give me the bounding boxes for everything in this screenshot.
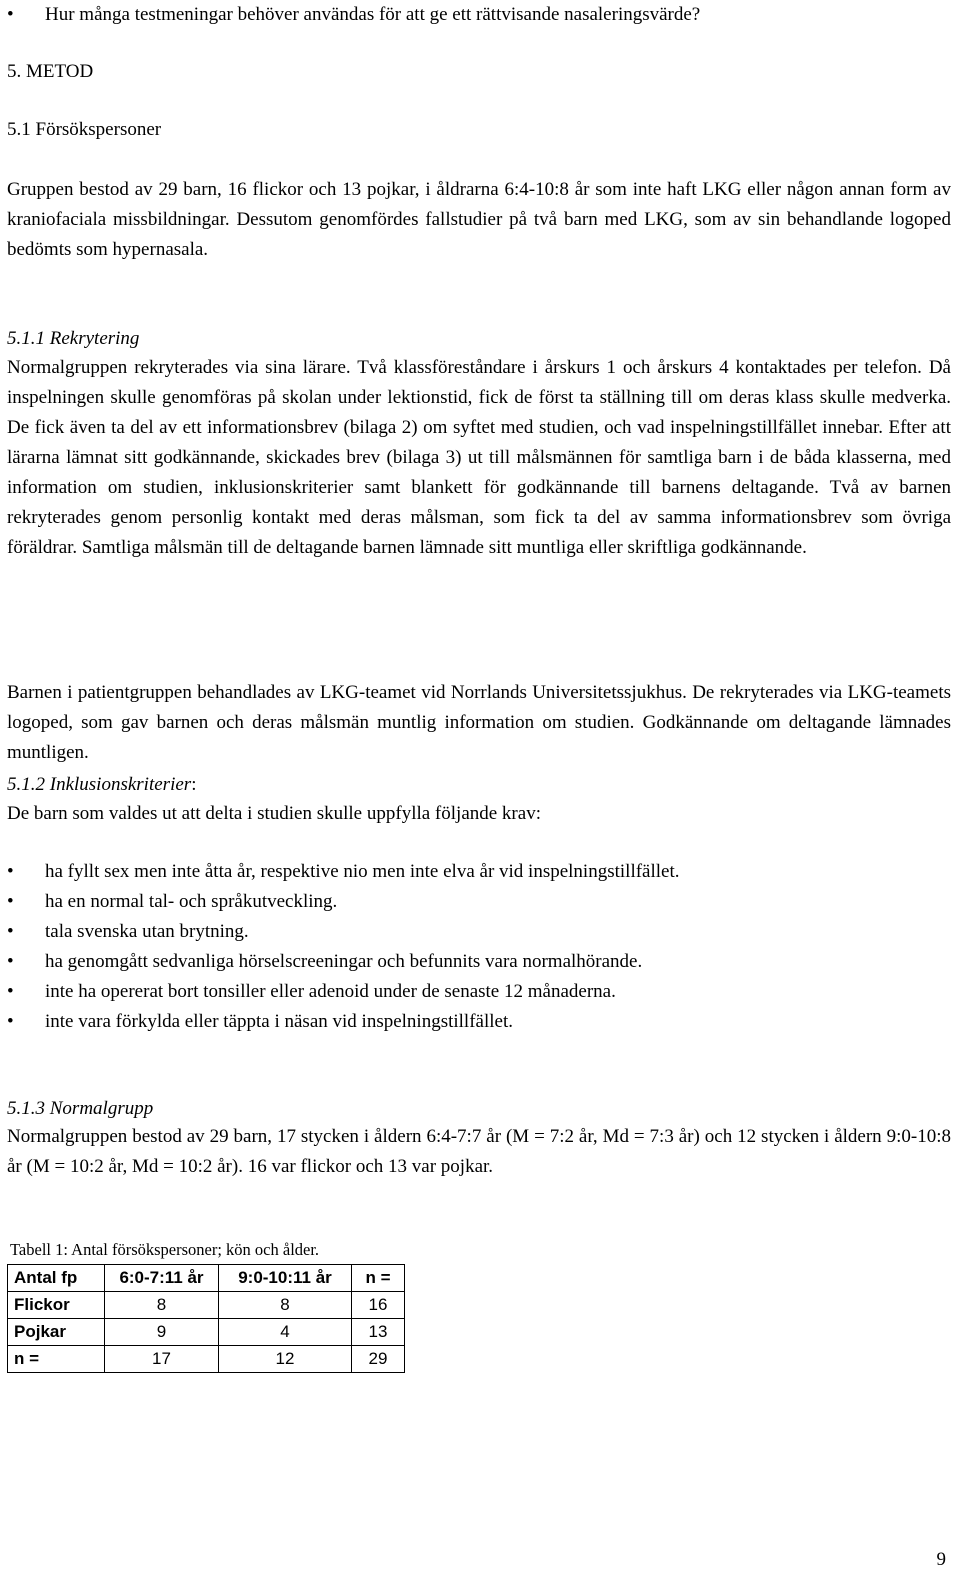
table-row bbox=[8, 1292, 405, 1319]
paragraph-inklusion-intro: De barn som valdes ut att delta i studien skulle uppfylla följande krav: bbox=[7, 803, 541, 824]
bullet-dot-icon: • bbox=[7, 1011, 14, 1032]
criteria-text: ha genomgått sedvanliga hörselscreeningar och befunnits vara normalhörande. bbox=[45, 951, 643, 972]
table-row-header: Pojkar bbox=[8, 1319, 105, 1346]
table-header-cell: 9:0-10:11 år bbox=[219, 1265, 352, 1292]
bullet-dot-icon: • bbox=[7, 951, 14, 972]
table-header-cell: Antal fp bbox=[8, 1265, 105, 1292]
paragraph-forsokspersoner: Gruppen bestod av 29 barn, 16 flickor och 13 pojkar, i åldrarna 6:4-10:8 år som inte haft LKG eller någon annan form av kraniofaciala missbildningar. Dessutom genomfördes fallstudier på två barn med LKG, som av sin behandlande logoped bedömts som hypernasala. bbox=[7, 179, 951, 260]
table-cell: 4 bbox=[219, 1319, 352, 1346]
table-cell: 16 bbox=[352, 1292, 405, 1319]
heading-rekrytering: 5.1.1 Rekrytering bbox=[7, 328, 140, 349]
paragraph-normalgrupp: Normalgruppen bestod av 29 barn, 17 stycken i åldern 6:4-7:7 år (M = 7:2 år, Md = 7:3 år) och 12 stycken i åldern 9:0-10:8 år (M = 10:2 år, Md = 10:2 år). 16 var flickor och 13 var pojkar. bbox=[7, 1126, 951, 1177]
heading-normalgrupp: 5.1.3 Normalgrupp bbox=[7, 1098, 154, 1119]
question-text: Hur många testmeningar behöver användas för att ge ett rättvisande nasaleringsvärde? bbox=[45, 4, 701, 25]
paragraph-patientgrupp: Barnen i patientgruppen behandlades av LKG-teamet vid Norrlands Universitetssjukhus. De rekryterades via LKG-teamets logoped, som gav barnen och deras målsmän muntlig information om studien. Godkännande om deltagande lämnades muntligen. bbox=[7, 682, 951, 763]
criteria-text: ha en normal tal- och språkutveckling. bbox=[45, 891, 338, 912]
table-cell: 8 bbox=[219, 1292, 352, 1319]
heading-inklusionskriterier bbox=[7, 770, 951, 800]
table-caption: Tabell 1: Antal försökspersoner; kön och ålder. bbox=[10, 1240, 320, 1259]
paragraph-rekrytering: Normalgruppen rekryterades via sina lärare. Två klassföreståndare i årskurs 1 och årskurs 4 kontaktades per telefon. Då inspelningen skulle genomföras på skolan under lektionstid, fick de först ta ställning till om deras klass skulle medverka. De fick även ta del av ett informationsbrev (bilaga 2) om syftet med studien, och vad inspelningstillfället innebar. Efter att lärarna lämnat sitt godkännande, skickades brev (bilaga 3) ut till målsmännen för samtliga barn i de båda klasserna, med information om studien, inklusionskriterier samt blankett för godkännande till barnens deltagande. Två av barnen rekryterades genom personlig kontakt med deras målsman, som fick ta del av samma informationsbrev som övriga föräldrar. Samtliga målsmän till de deltagande barnen lämnade sitt muntliga eller skriftliga godkännande. bbox=[7, 357, 951, 558]
section-heading: 5. METOD bbox=[7, 61, 94, 82]
bullet-dot-icon: • bbox=[7, 861, 14, 882]
bullet-dot-icon: • bbox=[7, 981, 14, 1002]
table-cell: 12 bbox=[219, 1346, 352, 1373]
bullet-dot-icon: • bbox=[7, 4, 14, 25]
table-header-cell: n = bbox=[352, 1265, 405, 1292]
table-cell: 29 bbox=[352, 1346, 405, 1373]
page-number: 9 bbox=[936, 1549, 946, 1570]
criteria-text: inte vara förkylda eller täppta i näsan vid inspelningstillfället. bbox=[45, 1011, 513, 1032]
bullet-dot-icon: • bbox=[7, 891, 14, 912]
heading-inklusion-colon: : bbox=[191, 774, 197, 795]
table-cell: 9 bbox=[105, 1319, 219, 1346]
table-header-row bbox=[8, 1265, 405, 1292]
bullet-dot-icon: • bbox=[7, 921, 14, 942]
criteria-text: tala svenska utan brytning. bbox=[45, 921, 249, 942]
heading-inklusion-text: 5.1.2 Inklusionskriterier bbox=[7, 774, 192, 795]
criteria-text: ha fyllt sex men inte åtta år, respektive nio men inte elva år vid inspelningstillfället. bbox=[45, 861, 680, 882]
table-row-header: Flickor bbox=[8, 1292, 105, 1319]
participants-table bbox=[7, 1264, 405, 1373]
table-cell: 17 bbox=[105, 1346, 219, 1373]
table-row bbox=[8, 1319, 405, 1346]
table-header-cell: 6:0-7:11 år bbox=[105, 1265, 219, 1292]
table-row-header: n = bbox=[8, 1346, 105, 1373]
subsection-heading: 5.1 Försökspersoner bbox=[7, 119, 162, 140]
table-cell: 8 bbox=[105, 1292, 219, 1319]
table-row bbox=[8, 1346, 405, 1373]
table-cell: 13 bbox=[352, 1319, 405, 1346]
criteria-text: inte ha opererat bort tonsiller eller adenoid under de senaste 12 månaderna. bbox=[45, 981, 616, 1002]
